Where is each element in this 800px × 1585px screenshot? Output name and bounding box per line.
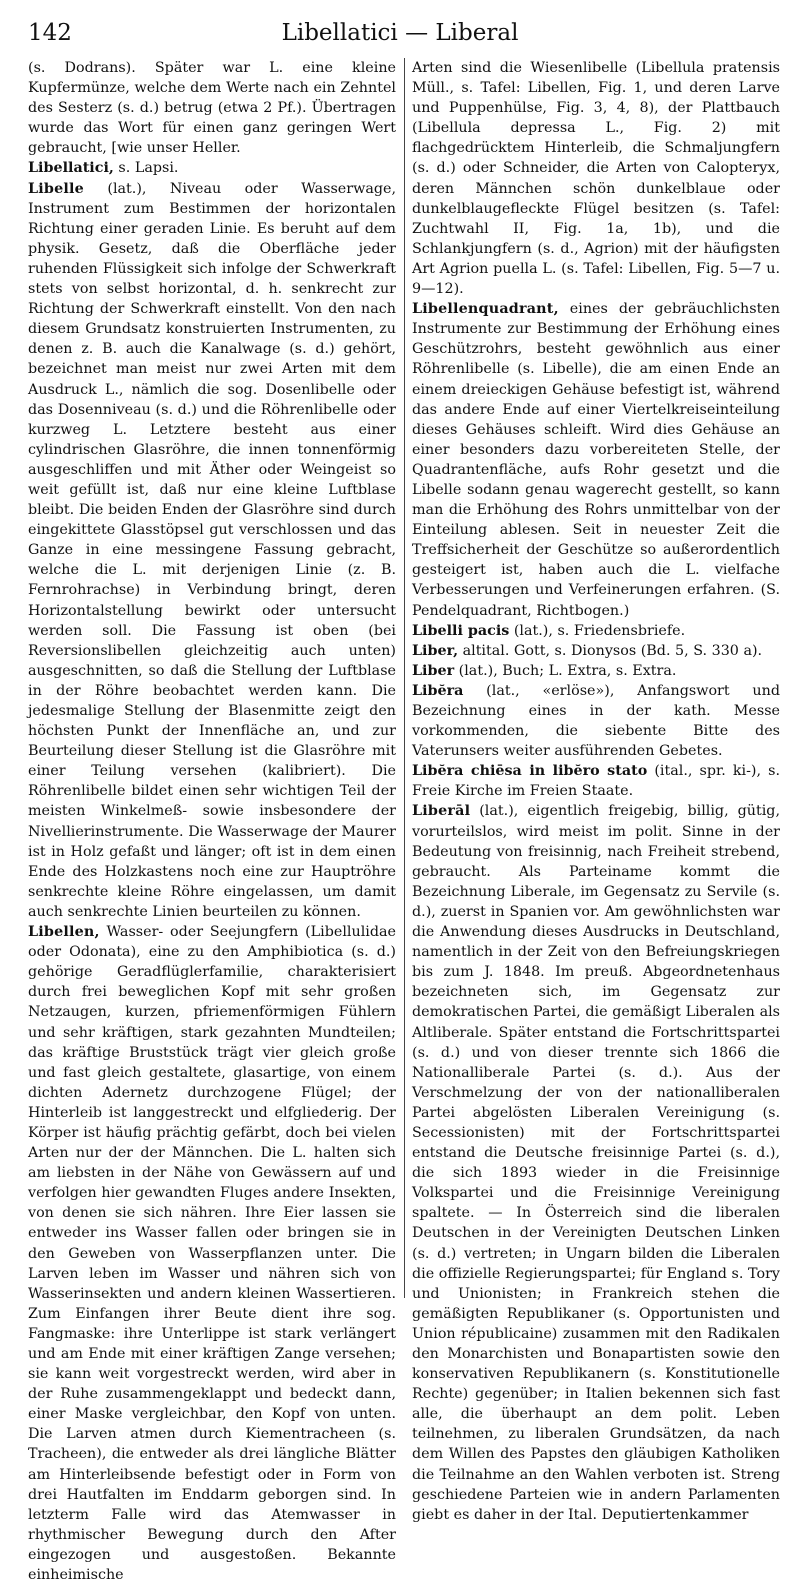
entry-text: (lat.), Buch; L. Extra, s. Extra. bbox=[458, 662, 677, 679]
dictionary-entry bbox=[412, 681, 780, 761]
entry-headword: Liber bbox=[412, 662, 455, 679]
right-column bbox=[412, 58, 781, 1523]
dictionary-entry bbox=[412, 661, 780, 681]
dictionary-entry bbox=[412, 761, 780, 801]
entry-text: (lat.), Niveau oder Wasserwage, Instrument zum Bestimmen der horizontalen Richtung einer geraden Linie. Es beruht auf dem physik. Gesetz, daß die Oberfläche jeder ruhenden Flüssigkeit sich infolge der Schwerkraft stets von selbst horizontal, d. h. senkrecht zur Richtung der Schwerkraft einstellt. Von den nach diesem Grundsatz konstruierten Instrumenten, zu denen z. B. auch die Kanalwage (s. d.) gehört, bezeichnet man meist nur zwei Arten mit dem Ausdruck L., nämlich die sog. Dosenlibelle oder das Dosenniveau (s. d.) und die Röhrenlibelle oder kurzweg L. Letztere besteht aus einer cylindrischen Glasröhre, die innen tonnenförmig ausgeschliffen und mit Äther oder Weingeist so weit gefüllt ist, daß nur eine kleine Luftblase bleibt. Die beiden Enden der Glasröhre sind durch eingekittete Glasstöpsel gut verschlossen und das Ganze in eine messingene Fassung gebracht, welche die L. mit derjenigen Linie (z. B. Fernrohrachse) in Verbindung bringt, deren Horizontalstellung bewirkt oder untersucht werden soll. Die Fassung ist oben (bei Reversionslibellen gleichzeitig auch unten) ausgeschnitten, so daß die Stellung der Luftblase in der Röhre beobachtet werden kann. Die jedesmalige Stellung der Blasenmitte zeigt den höchsten Punkt der Innenfläche an, und zur Beurteilung dieser Stellung ist die Glasröhre mit einer Teilung versehen (kalibriert). Die Röhrenlibelle bildet einen sehr wichtigen Teil der meisten Winkelmeß- sowie insbesondere der Nivellierinstrumente. Die Wasserwage der Maurer ist in Holz gefaßt und länger; oft ist in dem einen Ende des Holzkastens noch eine zur Hauptröhre senkrechte kleine Röhre eingelassen, um damit auch senkrechte Linien beurteilen zu können. bbox=[28, 180, 397, 920]
entry-headword: Libĕra bbox=[412, 682, 464, 699]
entry-headword: Libellenquadrant, bbox=[412, 301, 559, 318]
entry-text: altital. Gott, s. Dionysos (Bd. 5, S. 330 a). bbox=[462, 642, 763, 659]
entry-text: (lat., «erlöse»), Anfangswort und Bezeichnung eines in der kath. Messe vorkommenden, die siebente Bitte des Vaterunsers weiter ausführenden Gebetes. bbox=[412, 682, 780, 760]
entry-headword: Libellen, bbox=[28, 924, 100, 941]
entry-headword: Libellatici, bbox=[28, 160, 114, 177]
entry-headword: Libĕra chiēsa in libĕro stato bbox=[412, 763, 648, 780]
page-header bbox=[0, 0, 800, 52]
entry-text: (ital., spr. ki-), s. Freie Kirche im Freien Staate. bbox=[412, 763, 780, 800]
entry-text: Arten sind die Wiesenlibelle (Libellula pratensis Müll., s. Tafel: Libellen, Fig. 1, und deren Larve und Puppenhülse, Fig. 3, 4, 8), der Plattbauch (Libellula depressa L., Fig. 2) mit flachgedrücktem Hinterleib, die Schmaljungfern (s. d.) oder Schneider, die Arten von Calopteryx, deren Männchen schön dunkelblaue oder dunkelblaugefleckte Flügel besitzen (s. Tafel: Zuchtwahl II, Fig. 1a, 1b), und die Schlankjungfern (s. d., Agrion) mit der häufigsten Art Agrion puella L. (s. Tafel: Libellen, Fig. 5—7 u. 9—12). bbox=[412, 60, 780, 298]
dictionary-entry bbox=[412, 299, 780, 621]
dictionary-entry bbox=[412, 58, 780, 299]
entry-headword: Libelle bbox=[28, 180, 84, 197]
entry-text: (s. Dodrans). Später war L. eine kleine Kupfermünze, welche dem Werte nach ein Zehntel des Sesterz (s. d.) betrug (etwa 2 Pf.). Übertragen wurde das Wort für einen ganz geringen Wert gebraucht, [wie unser Heller. bbox=[28, 60, 396, 157]
entry-headword: Liber, bbox=[412, 642, 459, 659]
dictionary-entry bbox=[412, 641, 780, 661]
dictionary-entry bbox=[28, 158, 396, 178]
entry-headword: Libelli pacis bbox=[412, 622, 510, 639]
column-divider bbox=[404, 58, 405, 1298]
entry-text: (lat.), s. Friedensbriefe. bbox=[513, 622, 686, 639]
entry-text: Wasser- oder Seejungfern (Libellulidae oder Odonata), eine zu den Amphibiotica (s. d.) gehörige Geradflüglerfamilie, charakterisiert durch frei beweglichen Kopf mit sehr großen Netzaugen, kurzen, pfriemenförmigen Fühlern und sehr kräftigen, stark gezahnten Mundteilen; das kräftige Bruststück trägt vier gleich große und fast gleich gestaltete, glasartige, von einem dichten Adernetz durchzogene Flügel; der Hinterleib ist langgestreckt und elfgliederig. Der Körper ist häufig prächtig gefärbt, doch bei vielen Arten nur der der Männchen. Die L. halten sich am liebsten in der Nähe von Gewässern auf und verfolgen hier gewandten Fluges andere Insekten, von denen sie sich nähren. Ihre Eier lassen sie entweder ins Wasser fallen oder bringen sie in den Geweben von Wasserpflanzen unter. Die Larven leben im Wasser und nähren sich von Wasserinsekten und andern kleinen Wassertieren. Zum Einfangen ihrer Beute dient ihre sog. Fangmaske: ihre Unterlippe ist stark verlängert und am Ende mit einer kräftigen Zange versehen; sie kann weit vorgestreckt werden, wird aber in der Ruhe zusammengeklappt und bedeckt dann, einer Maske vergleichbar, den Kopf von unten. Die Larven atmen durch Kiementracheen (s. Tracheen), die entweder als drei längliche Blätter am Hinterleibsende befestigt oder in Form von drei Hautfalten im Enddarm geborgen sind. In letzterm Falle wird das Atemwasser in rhythmischer Bewegung durch den After eingezogen und ausgestoßen. Bekannte einheimische bbox=[28, 924, 396, 1584]
dictionary-entry bbox=[28, 922, 396, 1585]
entry-headword: Liberāl bbox=[412, 803, 471, 820]
entry-text: (lat.), eigentlich freigebig, billig, gütig, vorurteilslos, wird meist im polit. Sinne in der Bedeutung von freisinnig, nach Freiheit strebend, gebraucht. Als Parteiname kommt die Bezeichnung Liberale, im Gegensatz zu Servile (s. d.), zuerst in Spanien vor. Am gewöhnlichsten war die Anwendung dieses Ausdrucks in Deutschland, namentlich in der Zeit von den Befreiungskriegen bis zum J. 1848. Im preuß. Abgeordnetenhaus bezeichneten sich, im Gegensatz zur demokratischen Partei, die gemäßigt Liberalen als Altliberale. Später entstand die Fortschrittspartei (s. d.) und von dieser trennte sich 1866 die Nationalliberale Partei (s. d.). Aus der Verschmelzung der von der nationalliberalen Partei abgelösten Liberalen Vereinigung (s. Secessionisten) mit der Fortschrittspartei entstand die Deutsche freisinnige Partei (s. d.), die sich 1893 wieder in die Freisinnige Volkspartei und die Freisinnige Vereinigung spaltete. — In Österreich sind die liberalen Deutschen in der Vereinigten Deutschen Linken (s. d.) vertreten; in Ungarn bilden die Liberalen die offizielle Regierungspartei; für England s. Tory und Unionisten; in Frankreich stehen die gemäßigten Republikaner (s. Opportunisten und Union républicaine) zusammen mit den Radikalen den Monarchisten und Bonapartisten sowie den konservativen Republikanern (s. Konstitutionelle Rechte) gegenüber; in Italien bekennen sich fast alle, die überhaupt an dem polit. Leben teilnehmen, zu liberalen Grundsätzen, da nach dem Willen des Papstes den gläubigen Katholiken die Teilnahme an den Wahlen verboten ist. Streng geschiedene Parteien wie in andern Parlamenten giebt es daher in der Ital. Deputiertenkammer bbox=[412, 803, 781, 1523]
left-column bbox=[28, 58, 397, 1584]
dictionary-entry bbox=[28, 58, 396, 158]
dictionary-entry bbox=[412, 801, 780, 1524]
entry-text: eines der gebräuchlichsten Instrumente zur Bestimmung der Erhöhung eines Geschützrohrs, besteht gewöhnlich aus einer Röhrenlibelle (s. Libelle), die am einen Ende an einem dreieckigen Gehäuse befestigt ist, während das andere Ende auf einer Viertelkreiseinteilung dieses Gehäuses schleift. Wird dies Gehäuse an einer besonders dazu vorbereiteten Stelle, der Quadrantenfläche, aufs Rohr gesetzt und die Libelle sodann genau wagerecht gestellt, so kann man die Erhöhung des Rohrs unmittelbar von der Einteilung ablesen. Seit in neuester Zeit die Treffsicherheit der Geschütze so außerordentlich gesteigert ist, haben auch die L. vielfache Verbesserungen und Verfeinerungen erfahren. (S. Pendelquadrant, Richtbogen.) bbox=[412, 301, 780, 619]
dictionary-entry bbox=[412, 621, 780, 641]
running-title: Libellatici — Liberal bbox=[281, 20, 519, 46]
entry-text: s. Lapsi. bbox=[118, 160, 179, 177]
dictionary-entry bbox=[28, 179, 396, 922]
page-number: 142 bbox=[28, 20, 72, 46]
